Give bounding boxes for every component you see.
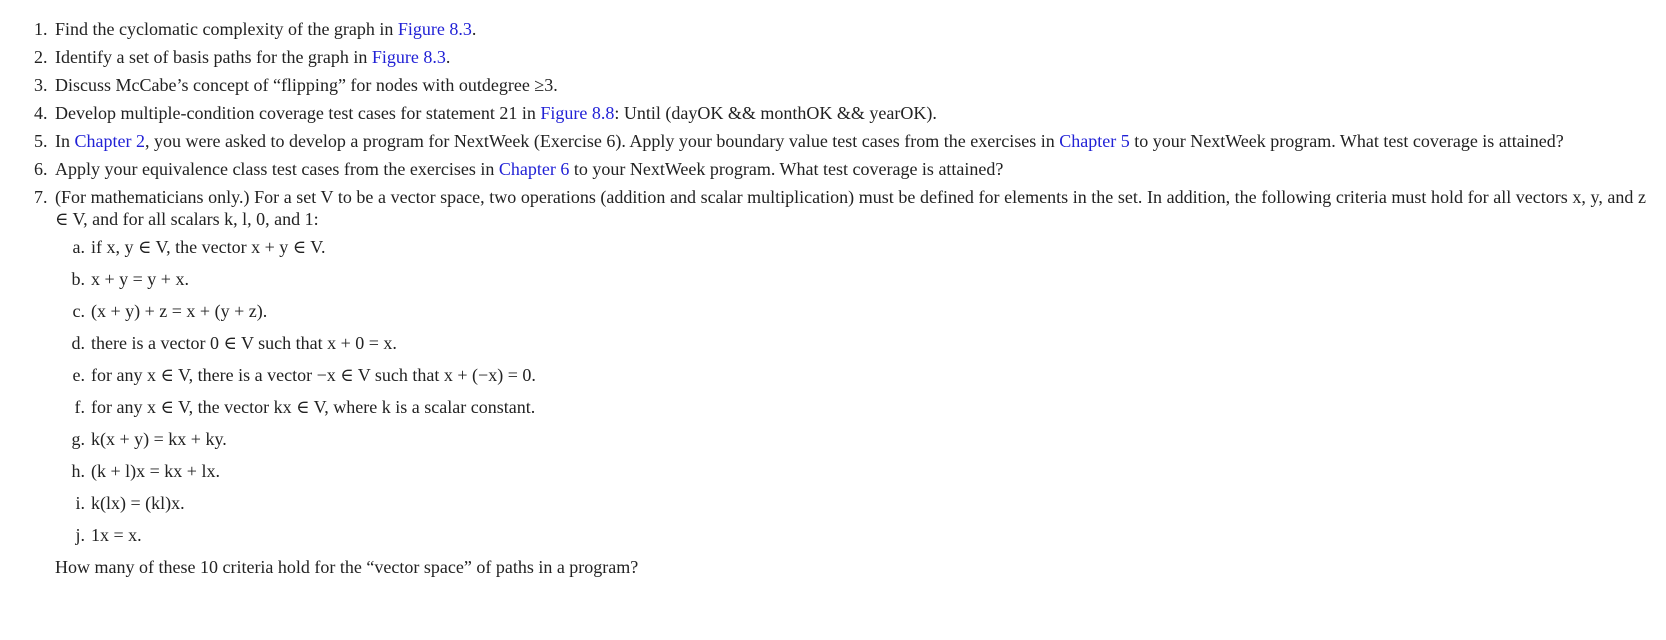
exercise-body bbox=[55, 74, 1646, 96]
exercise-3 bbox=[34, 74, 1646, 96]
criteria-list bbox=[55, 236, 1646, 546]
figure-8-8-link[interactable]: Figure 8.8 bbox=[540, 103, 615, 123]
criterion-label: b. bbox=[71, 269, 85, 289]
criterion-item bbox=[55, 396, 1646, 418]
text-segment: In bbox=[55, 131, 75, 151]
exercise-number: 2. bbox=[34, 47, 48, 67]
criterion-item bbox=[55, 300, 1646, 322]
criterion-item bbox=[55, 332, 1646, 354]
exercise-text bbox=[55, 46, 1646, 68]
text-segment: : Until (dayOK && monthOK && yearOK). bbox=[614, 103, 937, 123]
text-segment: Find the cyclomatic complexity of the graph in bbox=[55, 19, 398, 39]
criterion-text: if x, y ∈ V, the vector x + y ∈ V. bbox=[91, 237, 326, 257]
text-segment: to your NextWeek program. What test coverage is attained? bbox=[569, 159, 1004, 179]
exercise-7 bbox=[34, 186, 1646, 230]
figure-8-3-link[interactable]: Figure 8.3 bbox=[397, 19, 472, 39]
criterion-item bbox=[55, 492, 1646, 514]
exercise-1 bbox=[34, 18, 1646, 40]
exercise-body bbox=[55, 186, 1646, 230]
criterion-label: e. bbox=[72, 365, 85, 385]
exercise-text bbox=[55, 186, 1646, 230]
text-segment: to your NextWeek program. What test coverage is attained? bbox=[1129, 131, 1564, 151]
exercise-2 bbox=[34, 46, 1646, 68]
criterion-text: (k + l)x = kx + lx. bbox=[91, 461, 220, 481]
criterion-item bbox=[55, 236, 1646, 258]
exercise-text bbox=[55, 130, 1646, 152]
exercise-body bbox=[55, 158, 1646, 180]
criterion-text: for any x ∈ V, there is a vector −x ∈ V such that x + (−x) = 0. bbox=[91, 365, 536, 385]
criterion-label: a. bbox=[72, 237, 85, 257]
criterion-text: (x + y) + z = x + (y + z). bbox=[91, 301, 268, 321]
text-segment: . bbox=[445, 47, 451, 67]
criterion-item bbox=[55, 428, 1646, 450]
text-segment: . bbox=[471, 19, 477, 39]
closing-question: How many of these 10 criteria hold for the “vector space” of paths in a program? bbox=[55, 557, 639, 577]
chapter-6-link[interactable]: Chapter 6 bbox=[498, 159, 570, 179]
exercise-number: 6. bbox=[34, 159, 48, 179]
criterion-item bbox=[55, 268, 1646, 290]
criterion-item bbox=[55, 524, 1646, 546]
criterion-label: h. bbox=[71, 461, 85, 481]
criterion-label: i. bbox=[75, 493, 85, 513]
exercise-text bbox=[55, 158, 1646, 180]
exercise-number: 7. bbox=[34, 187, 48, 207]
criterion-label: d. bbox=[71, 333, 85, 353]
text-segment: Discuss McCabe’s concept of “flipping” for nodes with outdegree ≥3. bbox=[55, 75, 558, 95]
exercise-number: 1. bbox=[34, 19, 48, 39]
exercise-body bbox=[55, 18, 1646, 40]
exercise-number: 3. bbox=[34, 75, 48, 95]
exercise-5 bbox=[34, 130, 1646, 152]
exercise-body bbox=[55, 130, 1646, 152]
text-segment: Identify a set of basis paths for the graph in bbox=[55, 47, 372, 67]
criterion-text: x + y = y + x. bbox=[91, 269, 189, 289]
criterion-text: 1x = x. bbox=[91, 525, 142, 545]
criterion-label: c. bbox=[72, 301, 85, 321]
criterion-text: for any x ∈ V, the vector kx ∈ V, where k is a scalar constant. bbox=[91, 397, 536, 417]
exercise-text bbox=[55, 18, 1646, 40]
criterion-label: j. bbox=[75, 525, 85, 545]
criteria-wrapper bbox=[34, 236, 1646, 546]
text-segment: (For mathematicians only.) For a set V to be a vector space, two operations (addition and scalar multiplication) must be defined for elements in the set. In addition, the following criteria must hold for all vectors x, y, and z ∈ V, and for all scalars k, l, 0, and 1: bbox=[55, 187, 1646, 229]
text-segment: , you were asked to develop a program for NextWeek (Exercise 6). Apply your boundary value test cases from the exercises in bbox=[144, 131, 1060, 151]
chapter-2-link[interactable]: Chapter 2 bbox=[74, 131, 145, 151]
exercise-4 bbox=[34, 102, 1646, 124]
exercise-number: 5. bbox=[34, 131, 48, 151]
text-segment: Develop multiple-condition coverage test cases for statement 21 in bbox=[55, 103, 541, 123]
exercise-body bbox=[55, 46, 1646, 68]
exercise-text bbox=[55, 102, 1646, 124]
exercise-number: 4. bbox=[34, 103, 48, 123]
exercise-body bbox=[55, 102, 1646, 124]
figure-8-3-link[interactable]: Figure 8.3 bbox=[371, 47, 446, 67]
criterion-label: f. bbox=[74, 397, 85, 417]
criterion-text: there is a vector 0 ∈ V such that x + 0 = x. bbox=[91, 333, 397, 353]
criterion-text: k(lx) = (kl)x. bbox=[91, 493, 185, 513]
criterion-text: k(x + y) = kx + ky. bbox=[91, 429, 227, 449]
criterion-item bbox=[55, 364, 1646, 386]
criterion-item bbox=[55, 460, 1646, 482]
text-segment: Apply your equivalence class test cases from the exercises in bbox=[55, 159, 499, 179]
chapter-5-link[interactable]: Chapter 5 bbox=[1059, 131, 1130, 151]
exercise-text bbox=[55, 74, 1646, 96]
criterion-label: g. bbox=[71, 429, 85, 449]
exercise-6 bbox=[34, 158, 1646, 180]
